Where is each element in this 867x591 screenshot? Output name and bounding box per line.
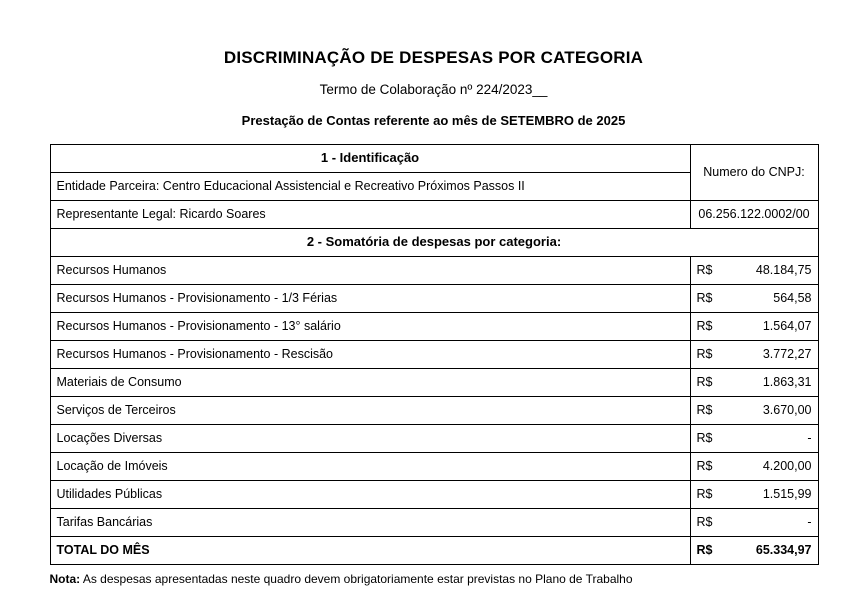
category-label: Serviços de Terceiros <box>50 397 690 425</box>
section2-heading: 2 - Somatória de despesas por categoria: <box>50 229 818 257</box>
category-label: Tarifas Bancárias <box>50 509 690 537</box>
currency-symbol: R$ <box>690 257 730 285</box>
entity-partner-text: Entidade Parceira: Centro Educacional Assistencial e Recreativo Próximos Passos II <box>50 173 690 201</box>
category-label: Locações Diversas <box>50 425 690 453</box>
table-row <box>50 397 818 425</box>
table-row <box>50 313 818 341</box>
total-currency-symbol: R$ <box>690 537 730 565</box>
section1-heading: 1 - Identificação <box>50 145 690 173</box>
category-label: Materiais de Consumo <box>50 369 690 397</box>
category-amount: 564,58 <box>730 285 818 313</box>
category-amount: 1.515,99 <box>730 481 818 509</box>
category-amount: 1.863,31 <box>730 369 818 397</box>
category-label: Recursos Humanos <box>50 257 690 285</box>
category-amount: 1.564,07 <box>730 313 818 341</box>
section2-header-row <box>50 229 818 257</box>
footer-note <box>50 572 818 586</box>
document-subtitle: Termo de Colaboração nº 224/2023__ <box>319 82 548 97</box>
total-row <box>50 537 818 565</box>
category-amount: 4.200,00 <box>730 453 818 481</box>
category-label: Recursos Humanos - Provisionamento - Rescisão <box>50 341 690 369</box>
document-page <box>0 48 867 591</box>
category-label: Locação de Imóveis <box>50 453 690 481</box>
cnpj-value: 06.256.122.0002/00 <box>690 201 818 229</box>
category-amount: 3.670,00 <box>730 397 818 425</box>
table-row <box>50 257 818 285</box>
currency-symbol: R$ <box>690 285 730 313</box>
table-row <box>50 341 818 369</box>
currency-symbol: R$ <box>690 397 730 425</box>
table-row <box>50 509 818 537</box>
table-row <box>50 425 818 453</box>
table-row <box>50 481 818 509</box>
category-amount: - <box>730 425 818 453</box>
page-title: DISCRIMINAÇÃO DE DESPESAS POR CATEGORIA <box>223 48 644 67</box>
category-amount: 48.184,75 <box>730 257 818 285</box>
category-amount: - <box>730 509 818 537</box>
category-label: Utilidades Públicas <box>50 481 690 509</box>
category-amount: 3.772,27 <box>730 341 818 369</box>
currency-symbol: R$ <box>690 481 730 509</box>
currency-symbol: R$ <box>690 425 730 453</box>
currency-symbol: R$ <box>690 369 730 397</box>
footer-note-text: As despesas apresentadas neste quadro devem obrigatoriamente estar previstas no Plano de Trabalho <box>80 572 633 586</box>
category-label: Recursos Humanos - Provisionamento - 1/3 Férias <box>50 285 690 313</box>
legal-representative-text: Representante Legal: Ricardo Soares <box>50 201 690 229</box>
expenses-table-container <box>50 144 818 565</box>
category-label: Recursos Humanos - Provisionamento - 13° salário <box>50 313 690 341</box>
currency-symbol: R$ <box>690 341 730 369</box>
representative-row <box>50 201 818 229</box>
table-row <box>50 453 818 481</box>
expenses-table <box>50 144 819 565</box>
section1-header-row <box>50 145 818 173</box>
document-period-subtitle: Prestação de Contas referente ao mês de SETEMBRO de 2025 <box>241 113 626 128</box>
currency-symbol: R$ <box>690 453 730 481</box>
currency-symbol: R$ <box>690 509 730 537</box>
expenses-table-body <box>50 145 818 565</box>
footer-note-label: Nota: <box>49 572 81 586</box>
table-row <box>50 285 818 313</box>
total-amount: 65.334,97 <box>730 537 818 565</box>
table-row <box>50 369 818 397</box>
total-label: TOTAL DO MÊS <box>50 537 690 565</box>
currency-symbol: R$ <box>690 313 730 341</box>
cnpj-label: Numero do CNPJ: <box>690 145 818 201</box>
